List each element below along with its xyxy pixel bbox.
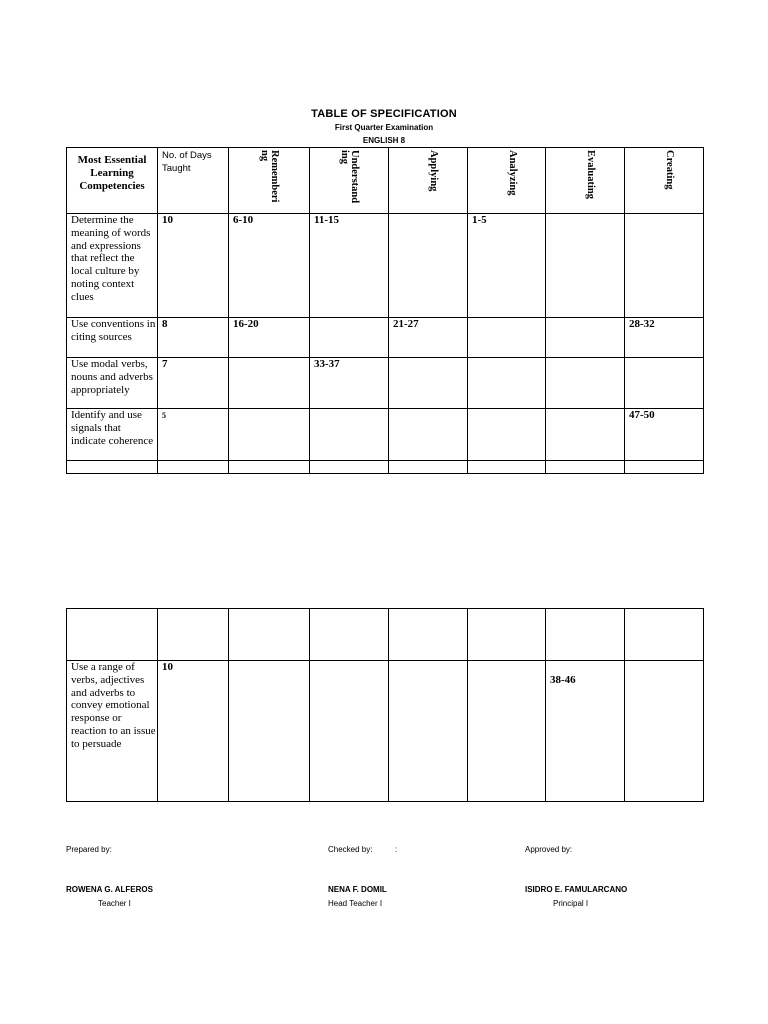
analyzing-cell [468,318,546,358]
header-competencies: Most Essential Learning Competencies [67,148,158,214]
creating-cell [625,214,704,318]
understanding-cell [310,409,389,461]
header-analyzing-label: Analyzing [506,150,518,196]
creating-cell: 28-32 [625,318,704,358]
subject-label: ENGLISH 8 [362,136,406,145]
table-row [67,409,704,461]
empty-row [67,609,704,661]
header-creating [625,148,704,214]
competency-cell: Determine the meaning of words and expressions that reflect the local culture by noting context clues [67,214,158,318]
header-understanding [310,148,389,214]
analyzing-cell [468,409,546,461]
days-cell: 5 [158,409,229,461]
evaluating-cell [546,318,625,358]
evaluating-cell: 38-46 [546,661,625,802]
understanding-cell: 11-15 [310,214,389,318]
approved-by-name: ISIDRO E. FAMULARCANO [525,885,628,894]
applying-cell [389,358,468,409]
evaluating-cell [546,358,625,409]
creating-cell: 47-50 [625,409,704,461]
competency-cell: Use modal verbs, nouns and adverbs appropriately [67,358,158,409]
remembering-cell [229,358,310,409]
header-remembering-label: Rememberi ng [259,150,280,203]
days-cell: 10 [158,661,229,802]
header-applying [389,148,468,214]
evaluating-cell [546,409,625,461]
header-evaluating-label: Evaluating [585,150,596,200]
evaluating-cell [546,214,625,318]
checked-by-label: Checked by: [328,845,373,854]
header-understanding-label: Understand ing [339,150,360,204]
document-title: TABLE OF SPECIFICATION [311,108,457,120]
header-row [67,148,704,214]
approved-by-title: Principal I [553,899,589,908]
specification-table-continued [66,608,704,802]
table-row [67,318,704,358]
applying-cell: 21-27 [389,318,468,358]
competency-cell: Use conventions in citing sources [67,318,158,358]
competency-cell: Identify and use signals that indicate coherence [67,409,158,461]
header-creating-label: Creating [664,150,675,190]
prepared-by-label: Prepared by: [66,845,112,854]
remembering-cell: 16-20 [229,318,310,358]
days-cell: 8 [158,318,229,358]
remembering-cell: 6-10 [229,214,310,318]
header-remembering [229,148,310,214]
header-days-taught: No. of Days Taught [158,148,229,214]
applying-cell [389,409,468,461]
applying-cell [389,214,468,318]
analyzing-cell: 1-5 [468,214,546,318]
competency-cell: Use a range of verbs, adjectives and adverbs to convey emotional response or reaction to an issue to persuade [67,661,158,802]
table-row [67,214,704,318]
checked-by-name: NENA F. DOMIL [328,885,387,894]
empty-row [67,461,704,474]
days-cell: 10 [158,214,229,318]
analyzing-cell [468,358,546,409]
header-analyzing [468,148,546,214]
approved-by-label: Approved by: [525,845,573,854]
checked-by-title: Head Teacher I [328,899,383,908]
document-subtitle: First Quarter Examination [334,123,434,132]
understanding-cell [310,318,389,358]
header-evaluating [546,148,625,214]
creating-cell [625,358,704,409]
prepared-by-title: Teacher I [98,899,131,908]
checked-by-colon: : [395,845,398,854]
table-row [67,661,704,802]
table-row [67,358,704,409]
remembering-cell [229,409,310,461]
days-cell: 7 [158,358,229,409]
specification-table [66,147,704,474]
header-applying-label: Applying [428,150,439,192]
prepared-by-name: ROWENA G. ALFEROS [66,885,153,894]
understanding-cell: 33-37 [310,358,389,409]
